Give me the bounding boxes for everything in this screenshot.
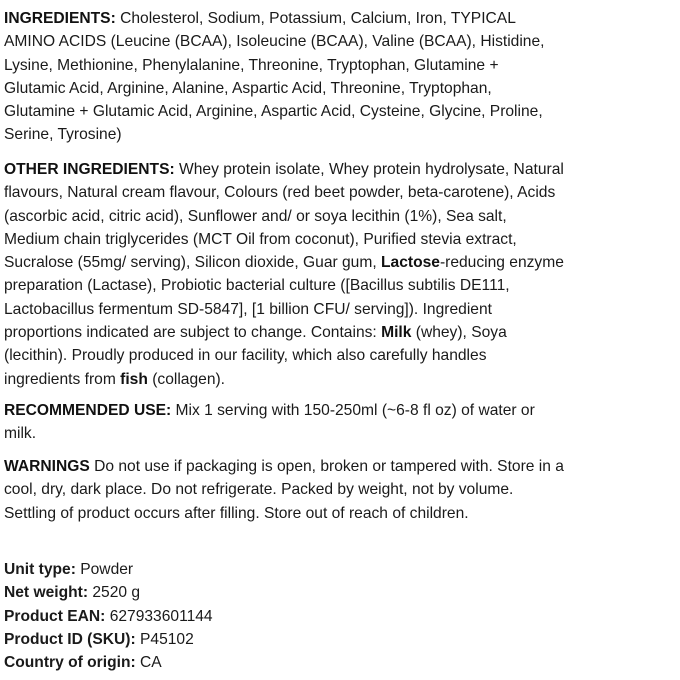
- recommended-use-text: Mix 1 serving with 150-250ml (~6-8 fl oz) of water or milk.: [4, 402, 535, 443]
- spec-product-id: [4, 628, 564, 651]
- spec-value: P45102: [135, 630, 194, 648]
- warnings-label: WARNINGS: [4, 458, 90, 475]
- other-ingredients-text: (collagen).: [147, 370, 226, 388]
- allergen-lactose: Lactose: [381, 254, 440, 272]
- spec-value: 627933601144: [105, 607, 213, 625]
- recommended-use-label: RECOMMENDED USE:: [4, 402, 172, 419]
- spec-value: 2520 g: [88, 584, 141, 602]
- allergen-fish: fish: [120, 370, 148, 388]
- recommended-use-paragraph: [4, 399, 564, 446]
- spec-label: Product ID (SKU):: [4, 630, 136, 648]
- spec-unit-type: [4, 558, 564, 581]
- ingredients-label: INGREDIENTS:: [4, 10, 116, 27]
- spec-country-of-origin: [4, 651, 564, 674]
- spec-product-ean: [4, 605, 564, 628]
- spec-label: Country of origin:: [4, 654, 136, 672]
- warnings-paragraph: [4, 455, 564, 525]
- ingredients-text: Cholesterol, Sodium, Potassium, Calcium, Iron, TYPICAL AMINO ACIDS (Leucine (BCAA), Isoleucine (BCAA), Valine (BCAA), Histidine, Lysine, Methionine, Phenylalanine, Threonine, Tryptophan, Glutamine + Glutamic Acid, Arginine, Alanine, Aspartic Acid, Threonine, Tryptophan, Glutamine + Glutamic Acid, Arginine, Aspartic Acid, Cysteine, Glycine, Proline, Serine, Tyrosine): [4, 10, 545, 144]
- other-ingredients-paragraph: [4, 158, 564, 391]
- other-ingredients-label: OTHER INGREDIENTS:: [4, 161, 175, 178]
- spec-value: Powder: [75, 561, 134, 578]
- spec-value: CA: [135, 654, 162, 672]
- spec-label: Net weight:: [4, 584, 89, 602]
- spec-label: Unit type:: [4, 561, 76, 578]
- other-ingredients-text: (whey), Soya (lecithin). Proudly produced in our facility, which also carefully handles ingredients from: [4, 324, 507, 388]
- warnings-text: Do not use if packaging is open, broken or tampered with. Store in a cool, dry, dark place. Do not refrigerate. Packed by weight, not by volume. Settling of product occurs after filling. Store out of reach of children.: [4, 458, 564, 522]
- spec-label: Product EAN:: [4, 607, 106, 625]
- other-ingredients-text: Whey protein isolate, Whey protein hydrolysate, Natural flavours, Natural cream flavour, Colours (red beet powder, beta-carotene), Acids (ascorbic acid, citric acid), Sunflower and/ or soya lecithin (1%), Sea salt, Medium chain triglycerides (MCT Oil from coconut), Purified stevia extract, Sucralose (55mg/ serving), Silicon dioxide, Guar gum,: [4, 161, 564, 272]
- spec-net-weight: [4, 581, 564, 604]
- allergen-milk: Milk: [381, 324, 412, 342]
- ingredients-paragraph: [4, 7, 564, 147]
- other-ingredients-text: -reducing enzyme preparation (Lactase), Probiotic bacterial culture ([Bacillus subtilis DE111, Lactobacillus fermentum SD-5847], [1 billion CFU/ serving]). Ingredient proportions indicated are subject to change. Contains:: [4, 254, 564, 342]
- product-specs: [4, 558, 564, 674]
